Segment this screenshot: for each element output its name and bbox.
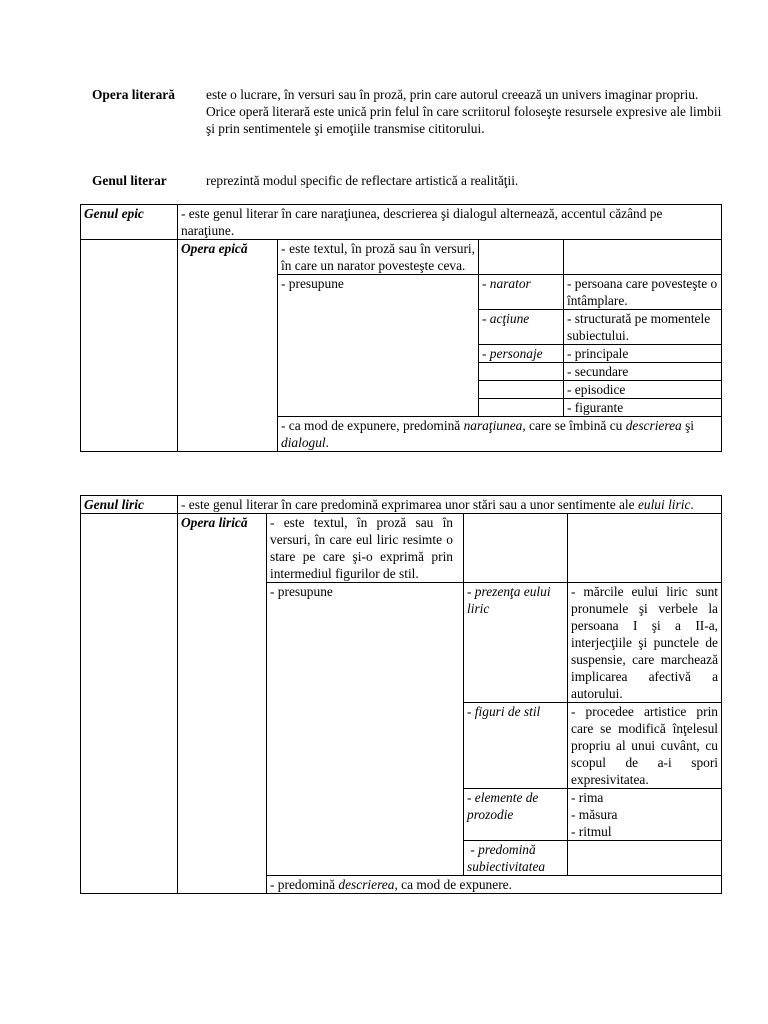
presupune-label: - presupune bbox=[267, 583, 464, 876]
genre-title: Genul epic bbox=[81, 205, 178, 240]
definition-term: Opera literară bbox=[92, 87, 175, 102]
list-item: - episodice bbox=[564, 381, 722, 399]
element-label: - acţiune bbox=[479, 310, 564, 345]
definition-text: reprezintă modul specific de reflectare artistică a realităţii. bbox=[206, 173, 519, 188]
list-item: - figurante bbox=[564, 399, 722, 417]
empty-cell bbox=[568, 514, 722, 583]
list-item: - ritmul bbox=[571, 824, 612, 839]
mod-text: - predomină bbox=[270, 877, 339, 892]
empty-cell bbox=[479, 240, 564, 275]
table-row bbox=[81, 514, 722, 583]
definition-term: Genul literar bbox=[92, 173, 167, 188]
opera-definition: - este textul, în proză sau în versuri, în care eul liric resimte o stare pe care şi-o exprimă prin intermediul figurilor de stil. bbox=[270, 515, 453, 581]
empty-cell bbox=[81, 240, 178, 452]
mod-emphasis: dialogul bbox=[281, 435, 326, 450]
mod-text: , ca mod de expunere. bbox=[394, 877, 512, 892]
genre-definition bbox=[178, 496, 722, 514]
list-item: - măsura bbox=[571, 807, 618, 822]
element-text: - mărcile eului liric sunt pronumele şi verbele la persoana I şi a II-a, interjecţiile şi punctele de suspensie, care marchează implicarea afectivă a autorului. bbox=[568, 583, 722, 703]
element-label: - prezenţa eului liric bbox=[464, 583, 568, 703]
mod-expunere bbox=[278, 417, 722, 452]
definition-emphasis: eului liric bbox=[637, 497, 691, 512]
mod-text: . bbox=[325, 435, 329, 450]
empty-cell bbox=[479, 363, 564, 381]
empty-cell bbox=[479, 381, 564, 399]
element-label: - predomină subiectivitatea bbox=[464, 841, 568, 876]
mod-text: , care se îmbină cu bbox=[522, 418, 626, 433]
mod-emphasis: naraţiunea bbox=[463, 418, 523, 433]
mod-text: şi bbox=[681, 418, 695, 433]
list-item: - rima bbox=[571, 790, 604, 805]
table-genul-epic bbox=[80, 204, 722, 452]
empty-cell bbox=[464, 514, 568, 583]
genre-definition: - este genul literar în care naraţiunea, descrierea şi dialogul alternează, accentul căzând pe naraţiune. bbox=[178, 205, 722, 240]
element-text: - procedee artistice prin care se modifică înţelesul propriu al unui cuvânt, cu scopul de a-i spori expresivitatea. bbox=[568, 703, 722, 789]
opera-title: Opera lirică bbox=[178, 514, 267, 894]
empty-cell bbox=[479, 399, 564, 417]
element-label: - personaje bbox=[479, 345, 564, 363]
empty-cell bbox=[564, 240, 722, 275]
mod-text: - ca mod de expunere, predomină bbox=[281, 418, 464, 433]
definition-text: . bbox=[690, 497, 694, 512]
table-row bbox=[81, 240, 722, 275]
presupune-label: - presupune bbox=[278, 275, 479, 417]
element-label: - elemente de prozodie bbox=[464, 789, 568, 841]
definition-text: - este genul literar în care predomină exprimarea unor stări sau a unor sentimente ale bbox=[181, 497, 638, 512]
mod-emphasis: descrierea bbox=[338, 877, 395, 892]
opera-definition-cell bbox=[267, 514, 464, 583]
table-genul-liric bbox=[80, 495, 722, 894]
empty-cell bbox=[568, 841, 722, 876]
opera-title: Opera epică bbox=[178, 240, 278, 452]
element-text: - persoana care povesteşte o întâmplare. bbox=[564, 275, 722, 310]
definition-text: este o lucrare, în versuri sau în proză, prin care autorul creează un univers imaginar propriu. Orice operă literară este unică prin felul în care scriitorul foloseşte resursele expresive ale limbii şi prin sentimentele şi emoţiile transmise cititorului. bbox=[206, 87, 722, 136]
opera-definition: - este textul, în proză sau în versuri, în care un narator povesteşte ceva. bbox=[278, 240, 479, 275]
list-item: - principale bbox=[564, 345, 722, 363]
definition-genul-literar bbox=[92, 172, 722, 189]
element-list bbox=[568, 789, 722, 841]
list-item: - secundare bbox=[564, 363, 722, 381]
mod-expunere bbox=[267, 876, 722, 894]
element-label: - narator bbox=[479, 275, 564, 310]
table-row bbox=[81, 496, 722, 514]
element-text: - structurată pe momentele subiectului. bbox=[564, 310, 722, 345]
genre-title: Genul liric bbox=[81, 496, 178, 514]
empty-cell bbox=[81, 514, 178, 894]
table-row bbox=[81, 205, 722, 240]
definition-opera-literara bbox=[92, 86, 722, 137]
mod-emphasis: descrierea bbox=[625, 418, 682, 433]
element-label: - figuri de stil bbox=[464, 703, 568, 789]
